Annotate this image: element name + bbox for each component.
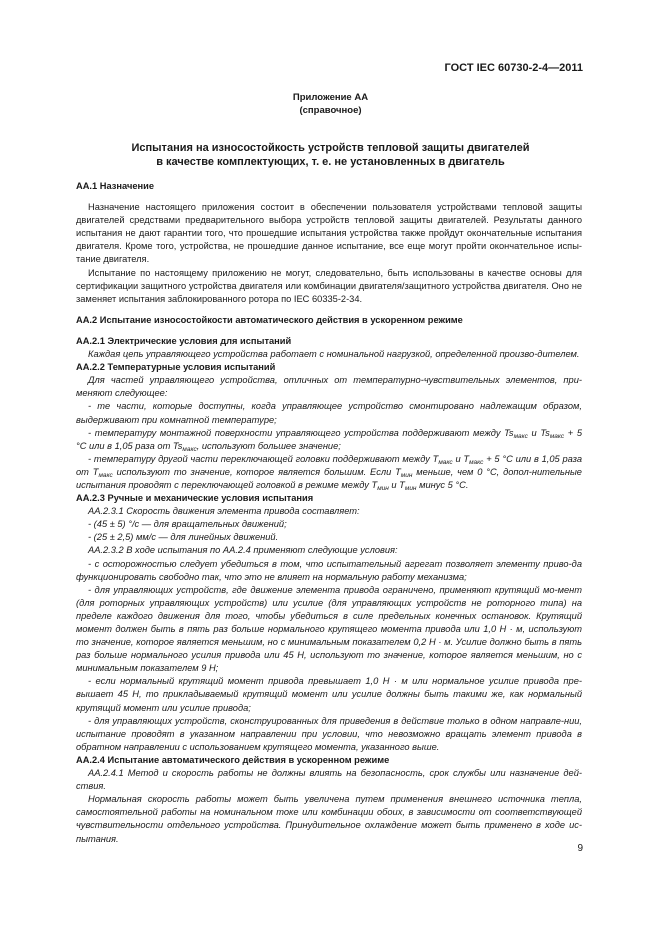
- appendix-title: [60, 141, 601, 169]
- paragraph: Назначение настоящего приложения состоит в обеспечении пользователя устройствами тепловой защиты двигателей средствами предварительного выбора устройств тепловой защиты двигателей. Результаты данного испытания не дают гарантии того, что прошедшие испытания устройства также пройдут окончательные испытания двигателя. Кроме того, устройства, не прошедшие данное испытание, все еще могут пройти окончательное испы-тание двигателя.: [76, 202, 582, 265]
- list-item: - (45 ± 5) °/с — для вращательных движений;: [88, 519, 287, 530]
- list-item: - с осторожностью следует убедиться в том, что испытательный агрегат позволяет элементу приво-да функционировать свободно так, что это не влияет на нормальную работу механизма;: [76, 558, 582, 582]
- paragraph: АА.2.3.1 Скорость движения элемента привода составляет:: [88, 506, 360, 517]
- list-item: - для управляющих устройств, где движение элемента привода ограничено, применяют крутящий мо-мент (для роторных управляющих устройств) или усилие (для управляющих устройств не роторного типа) на пределе каждого движения для того, чтобы убедиться в силе предельных конечных остановок. Крутящий момент должен быть в пять раз больше нормального крутящего момента привода или 1,0 Н · м, используют то значение, которое является меньшим, но с минимальным показателем 0,2 Н · м. Усилие должно быть в пять раз больше нормального усилия привода или 45 Н, используют то значение, которое является меньшим, но с минимальным показателем 9 Н;: [76, 584, 582, 674]
- appendix-kind: (справочное): [299, 105, 362, 116]
- list-item: - температуру монтажной поверхности управляющего устройства поддерживают между $Ts_{макс}$ и $Ts_{макс} + 5$ °С или в 1,05 раза от $Ts_{макс}$, используют большее значение;: [76, 427, 582, 453]
- subsection-heading: АА.2.4 Испытание автоматического действия в ускоренном режиме: [76, 754, 390, 765]
- list-item: - для управляющих устройств, сконструированных для приведения в действие только в одном направле-нии, испытание проводят в указанном направлении при условии, что невозможно вращать элемент привода в обратном направлении с использованием крутящего момента, указанного выше.: [76, 715, 582, 752]
- paragraph: АА.2.3.2 В ходе испытания по АА.2.4 применяют следующие условия:: [88, 545, 398, 556]
- subsection-heading: АА.2.2 Температурные условия испытаний: [76, 362, 276, 373]
- paragraph: Каждая цепь управляющего устройства работает с номинальной нагрузкой, определенной произво-дителем.: [88, 349, 580, 360]
- paragraph: АА.2.4.1 Метод и скорость работы не должны влиять на безопасность, срок службы или назначение дей-ствия.: [76, 768, 582, 792]
- paragraph: Испытание по настоящему приложению не могут, следовательно, быть использованы в качестве основы для сертификации защитного устройства двигателя или комбинации двигателя/защитного устройства двигателя. Оно не заменяет испытания заблокированного ротора по IEC 60335-2-34.: [76, 267, 582, 304]
- paragraph: Нормальная скорость работы может быть увеличена путем применения внешнего источника тепла, самостоятельной работы на номинальном токе или комбинации обоих, в зависимости от соответствующей чувствительности отдельного устройства. Принудительное охлаждение может быть применено в ходе ис-пытания.: [76, 794, 582, 844]
- section-heading-aa2: АА.2 Испытание износостойкости автоматического действия в ускоренном режиме: [76, 314, 463, 325]
- subsection-heading: АА.2.1 Электрические условия для испытаний: [76, 335, 292, 346]
- appendix-name: Приложение АА: [292, 92, 369, 103]
- title-line-2: в качестве комплектующих, т. е. не установленных в двигатель: [156, 156, 505, 168]
- document-body: [76, 180, 582, 846]
- paragraph: Для частей управляющего устройства, отличных от температурно-чувствительных элементов, при-меняют следующее:: [76, 375, 582, 399]
- page-number: 9: [577, 843, 583, 854]
- subsection-heading: АА.2.3 Ручные и механические условия испытания: [76, 493, 314, 504]
- list-item: - те части, которые доступны, когда управляющее устройство смонтировано надлежащим образом, выдерживают при комнатной температуре;: [76, 401, 582, 425]
- list-item: - температуру другой части переключающей головки поддерживают между $T_{макс}$ и $T_{макс} + 5$ °С или в 1,05 раза от $T_{макс}$ используют то значение, которое является большим. Если $T_{мин}$ меньше, чем 0 °С, допол-нительные испытания проводят с переключающей головкой в режиме между $T_{мин}$ и $T_{мин}$ минус 5 °С.: [76, 453, 582, 492]
- list-item: - (25 ± 2,5) мм/с — для линейных движений.: [88, 532, 279, 543]
- standard-number: ГОСТ IEC 60730-2-4—2011: [444, 62, 583, 74]
- title-line-1: Испытания на износостойкость устройств тепловой защиты двигателей: [131, 142, 530, 154]
- section-heading-aa1: АА.1 Назначение: [76, 181, 155, 191]
- list-item: - если нормальный крутящий момент привода превышает 1,0 Н · м или нормальное усилие привода пре-вышает 45 Н, то прикладываемый крутящий момент или усилие должны быть такими же, как нормальный крутящий момент или усилие привода;: [76, 676, 582, 713]
